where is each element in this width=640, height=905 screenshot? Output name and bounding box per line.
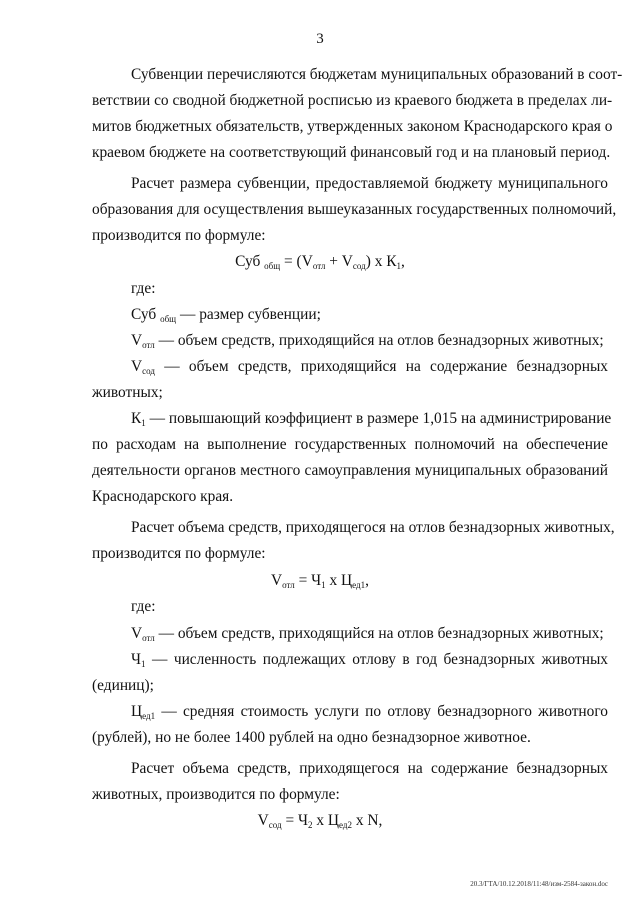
text-line: (рублей), но не более 1400 рублей на одно безнадзорное животное. <box>92 729 531 746</box>
text-line: деятельности органов местного самоуправления муниципальных образований <box>92 462 608 479</box>
text-line: где: <box>131 280 156 297</box>
text-line: где: <box>131 598 156 615</box>
text-line: Расчет объема средств, приходящегося на отлов безнадзорных животных, <box>131 519 615 536</box>
text-line: митов бюджетных обязательств, утвержденных законом Краснодарского края о <box>92 118 613 135</box>
text-line: образования для осуществления вышеуказанных государственных полномочий, <box>92 201 617 218</box>
file-path-footer: 20.3/ГТА/10.12.2018/11:48/изм-2584-закон.doc <box>470 880 608 888</box>
text-line: животных, производится по формуле: <box>92 786 340 803</box>
text-line: животных; <box>92 384 163 401</box>
formula-keeping: $V_{сод} = Ч_2$ х $Ц_{ед2}$ х N, <box>257 812 383 830</box>
text-line: производится по формуле: <box>92 227 266 244</box>
text-line: Расчет объема средств, приходящегося на содержание безнадзорных <box>131 760 608 777</box>
text-line: (единиц); <box>92 677 154 694</box>
definition-line: $V_{сод}$ — объем средств, приходящийся на содержание безнадзорных <box>131 358 608 376</box>
text-line: производится по формуле: <box>92 545 266 562</box>
text-line: ветствии со сводной бюджетной росписью из краевого бюджета в пределах ли- <box>92 92 613 109</box>
definition-line: $Ц_{ед1}$ — средняя стоимость услуги по отлову безнадзорного животного <box>131 703 608 721</box>
formula-capture: $V_{отл} = Ч_1$ х $Ц_{ед1}$, <box>271 572 369 590</box>
definition-line: $V_{отл}$ — объем средств, приходящийся на отлов безнадзорных животных; <box>131 625 604 643</box>
text-line: Краснодарского края. <box>92 488 234 505</box>
page-number: 3 <box>316 31 324 47</box>
text-line: краевом бюджете на соответствующий финансовый год и на плановый период. <box>92 144 611 161</box>
formula-subvention: Суб $_{общ} = (V_{отл} + V_{сод})$ х $К_1$, <box>235 253 405 271</box>
text-line: Расчет размера субвенции, предоставляемой бюджету муниципального <box>131 175 608 192</box>
text-line: Субвенции перечисляются бюджетам муниципальных образований в соот- <box>131 66 623 83</box>
definition-line: $Ч_1$ — численность подлежащих отлову в год безнадзорных животных <box>131 651 608 669</box>
text-line: по расходам на выполнение государственных полномочий на обеспечение <box>92 436 608 453</box>
definition-line: $V_{отл}$ — объем средств, приходящийся на отлов безнадзорных животных; <box>131 332 604 350</box>
definition-line: Суб $_{общ}$ — размер субвенции; <box>131 306 321 324</box>
definition-line: $К_1$ — повышающий коэффициент в размере 1,015 на администрирование <box>131 410 612 428</box>
